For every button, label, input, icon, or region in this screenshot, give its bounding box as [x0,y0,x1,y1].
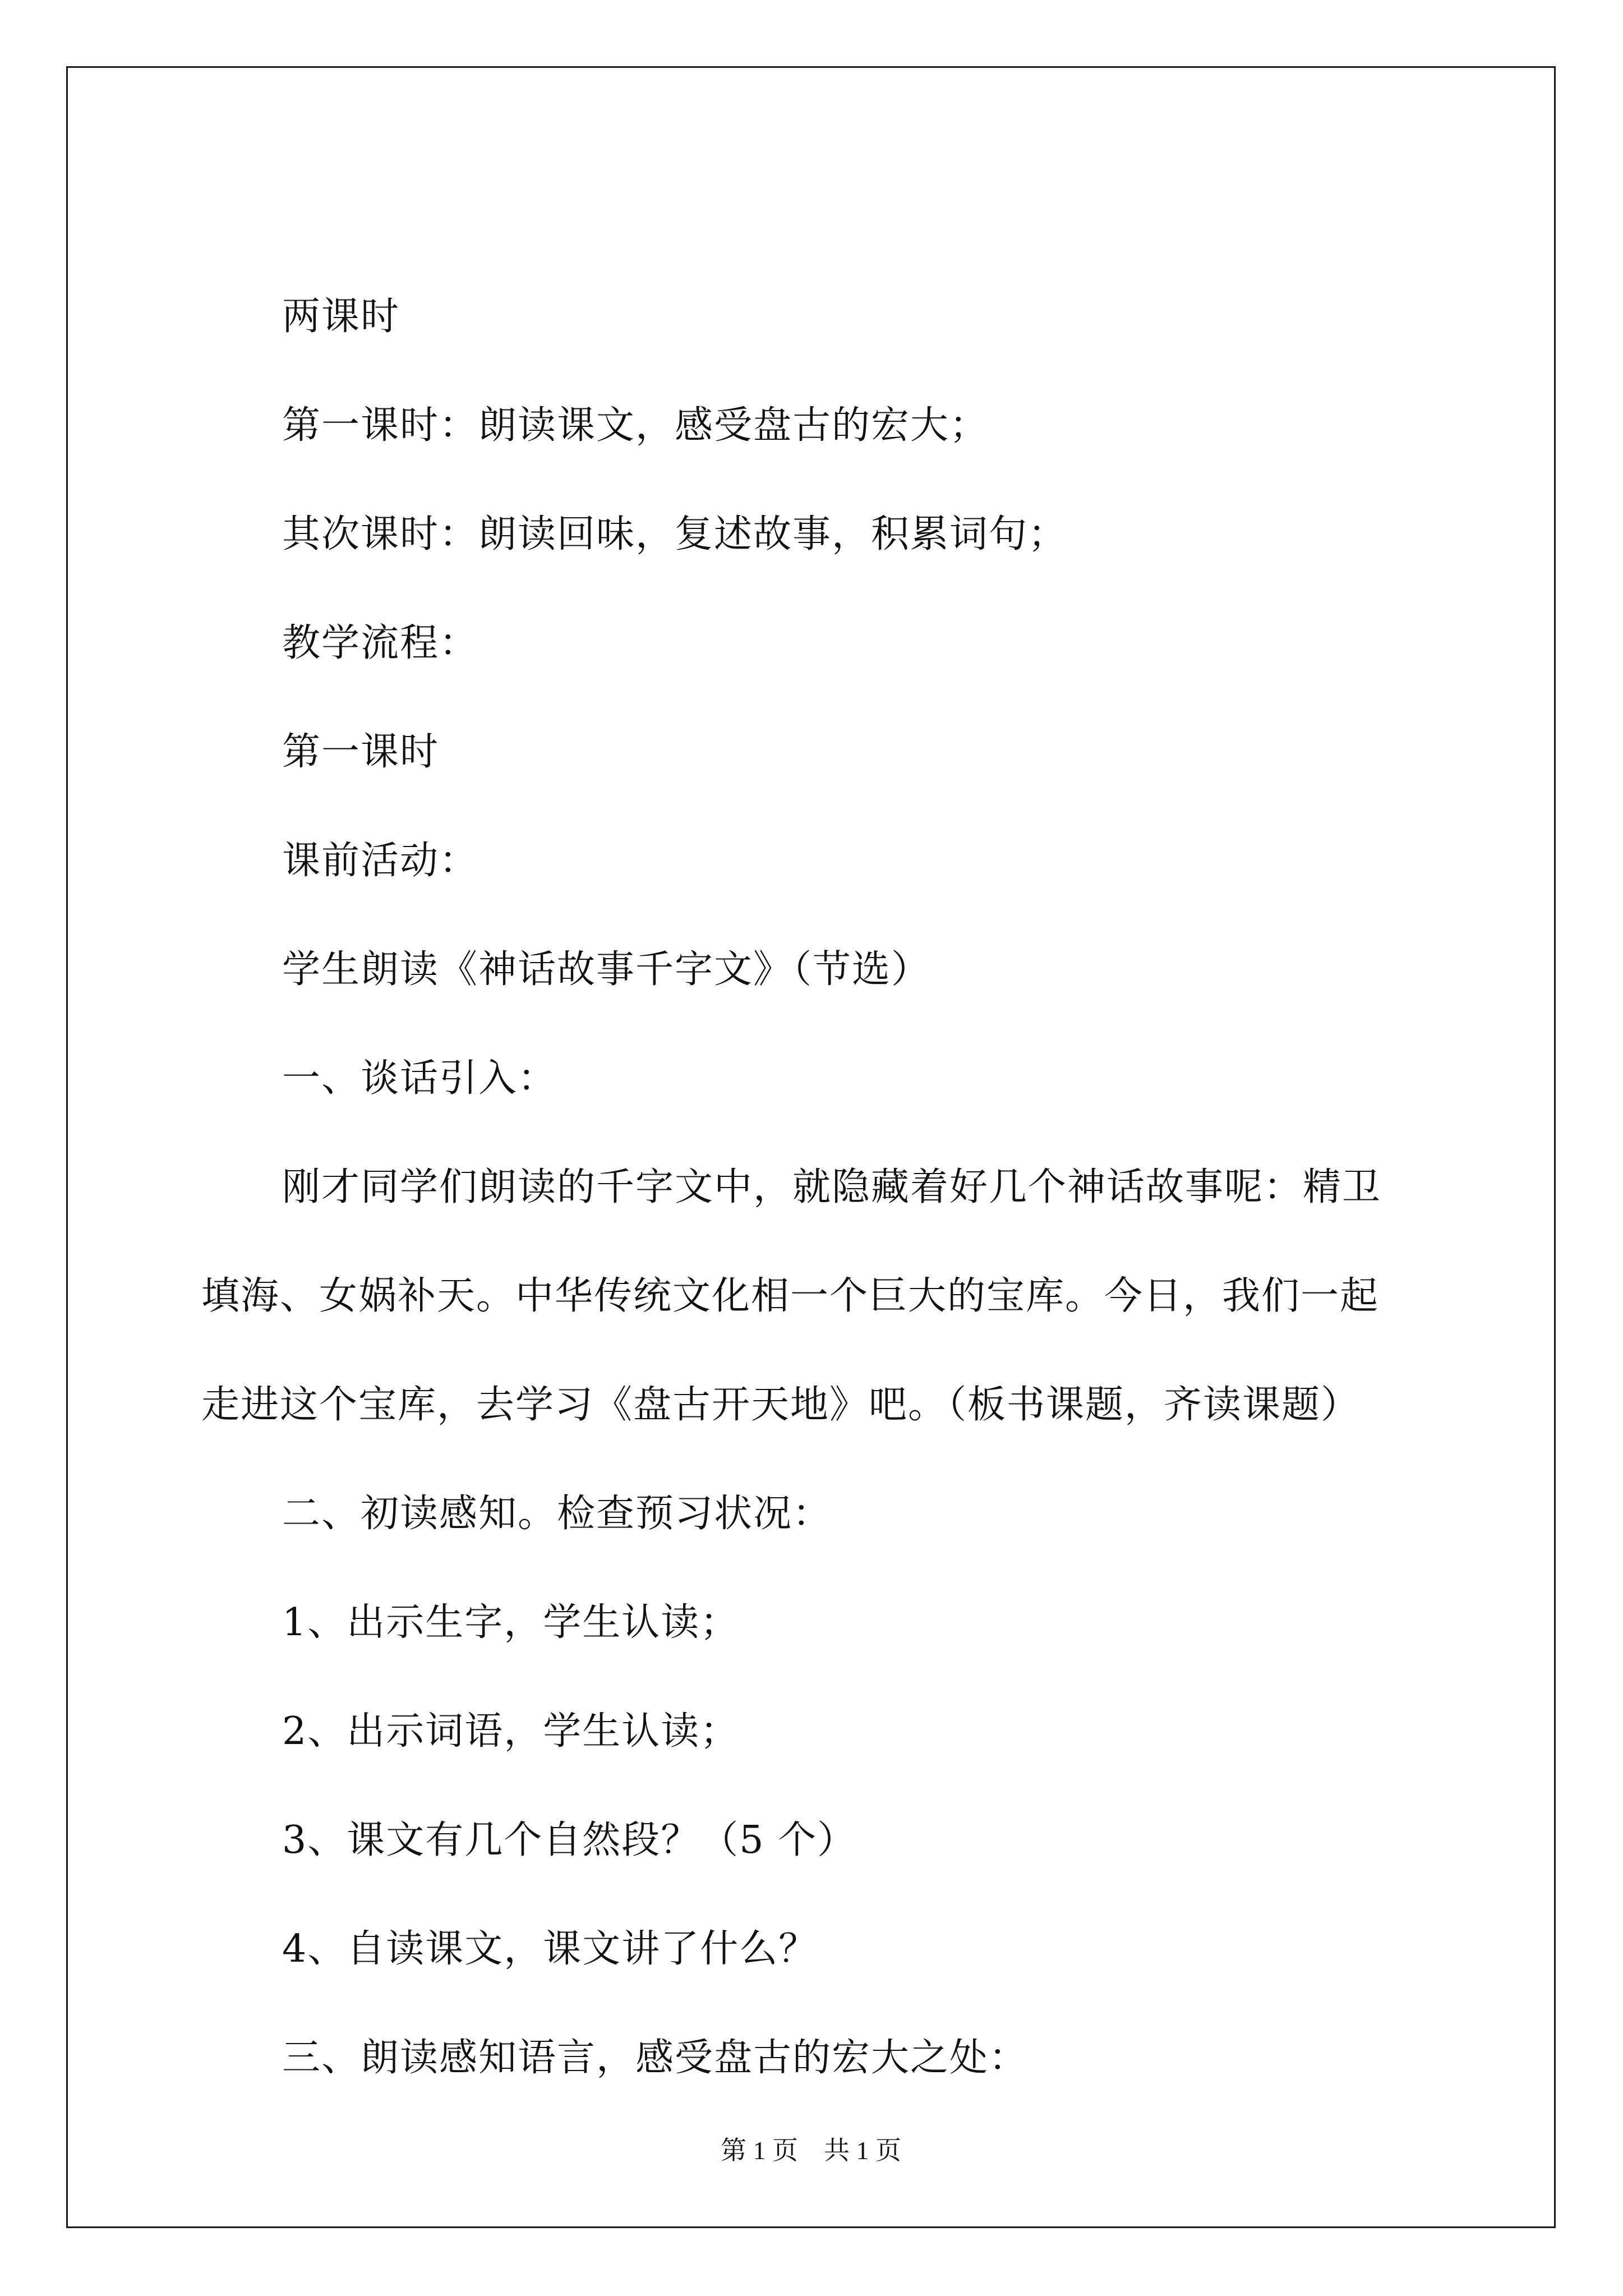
text-line: 学生朗读《神话故事千字文》（节选） [282,947,931,992]
text-line: 二、初读感知。检查预习状况： [282,1492,832,1536]
page-footer: 第 1 页 共 1 页 [721,2136,901,2165]
text-line: 课前活动： [282,839,479,883]
page-border [66,66,1556,2228]
text-line: 第一课时 [282,730,440,774]
text-line: 3、课文有几个自然段？（5 个） [282,1818,857,1862]
text-line: 三、朗读感知语言，感受盘古的宏大之处： [282,2036,1029,2080]
text-line: 刚才同学们朗读的千字文中，就隐藏着好几个神话故事呢：精卫 [282,1165,1382,1209]
text-line: 一、谈话引入： [282,1056,557,1101]
text-line: 填海、女娲补天。中华传统文化相一个巨大的宝库。今日，我们一起 [201,1274,1380,1318]
text-line: 走进这个宝库，去学习《盘古开天地》吧。（板书课题，齐读课题） [201,1383,1361,1427]
text-line: 1、出示生字，学生认读； [282,1600,740,1645]
text-line: 4、自读课文，课文讲了什么？ [282,1927,818,1971]
text-line: 第一课时：朗读课文，感受盘古的宏大； [282,403,989,448]
text-line: 两课时 [282,295,400,339]
text-line: 2、出示词语，学生认读； [282,1709,740,1754]
text-line: 其次课时：朗读回味，复述故事，积累词句； [282,512,1068,556]
document-body [68,68,1554,2226]
text-line: 教学流程： [282,621,479,665]
